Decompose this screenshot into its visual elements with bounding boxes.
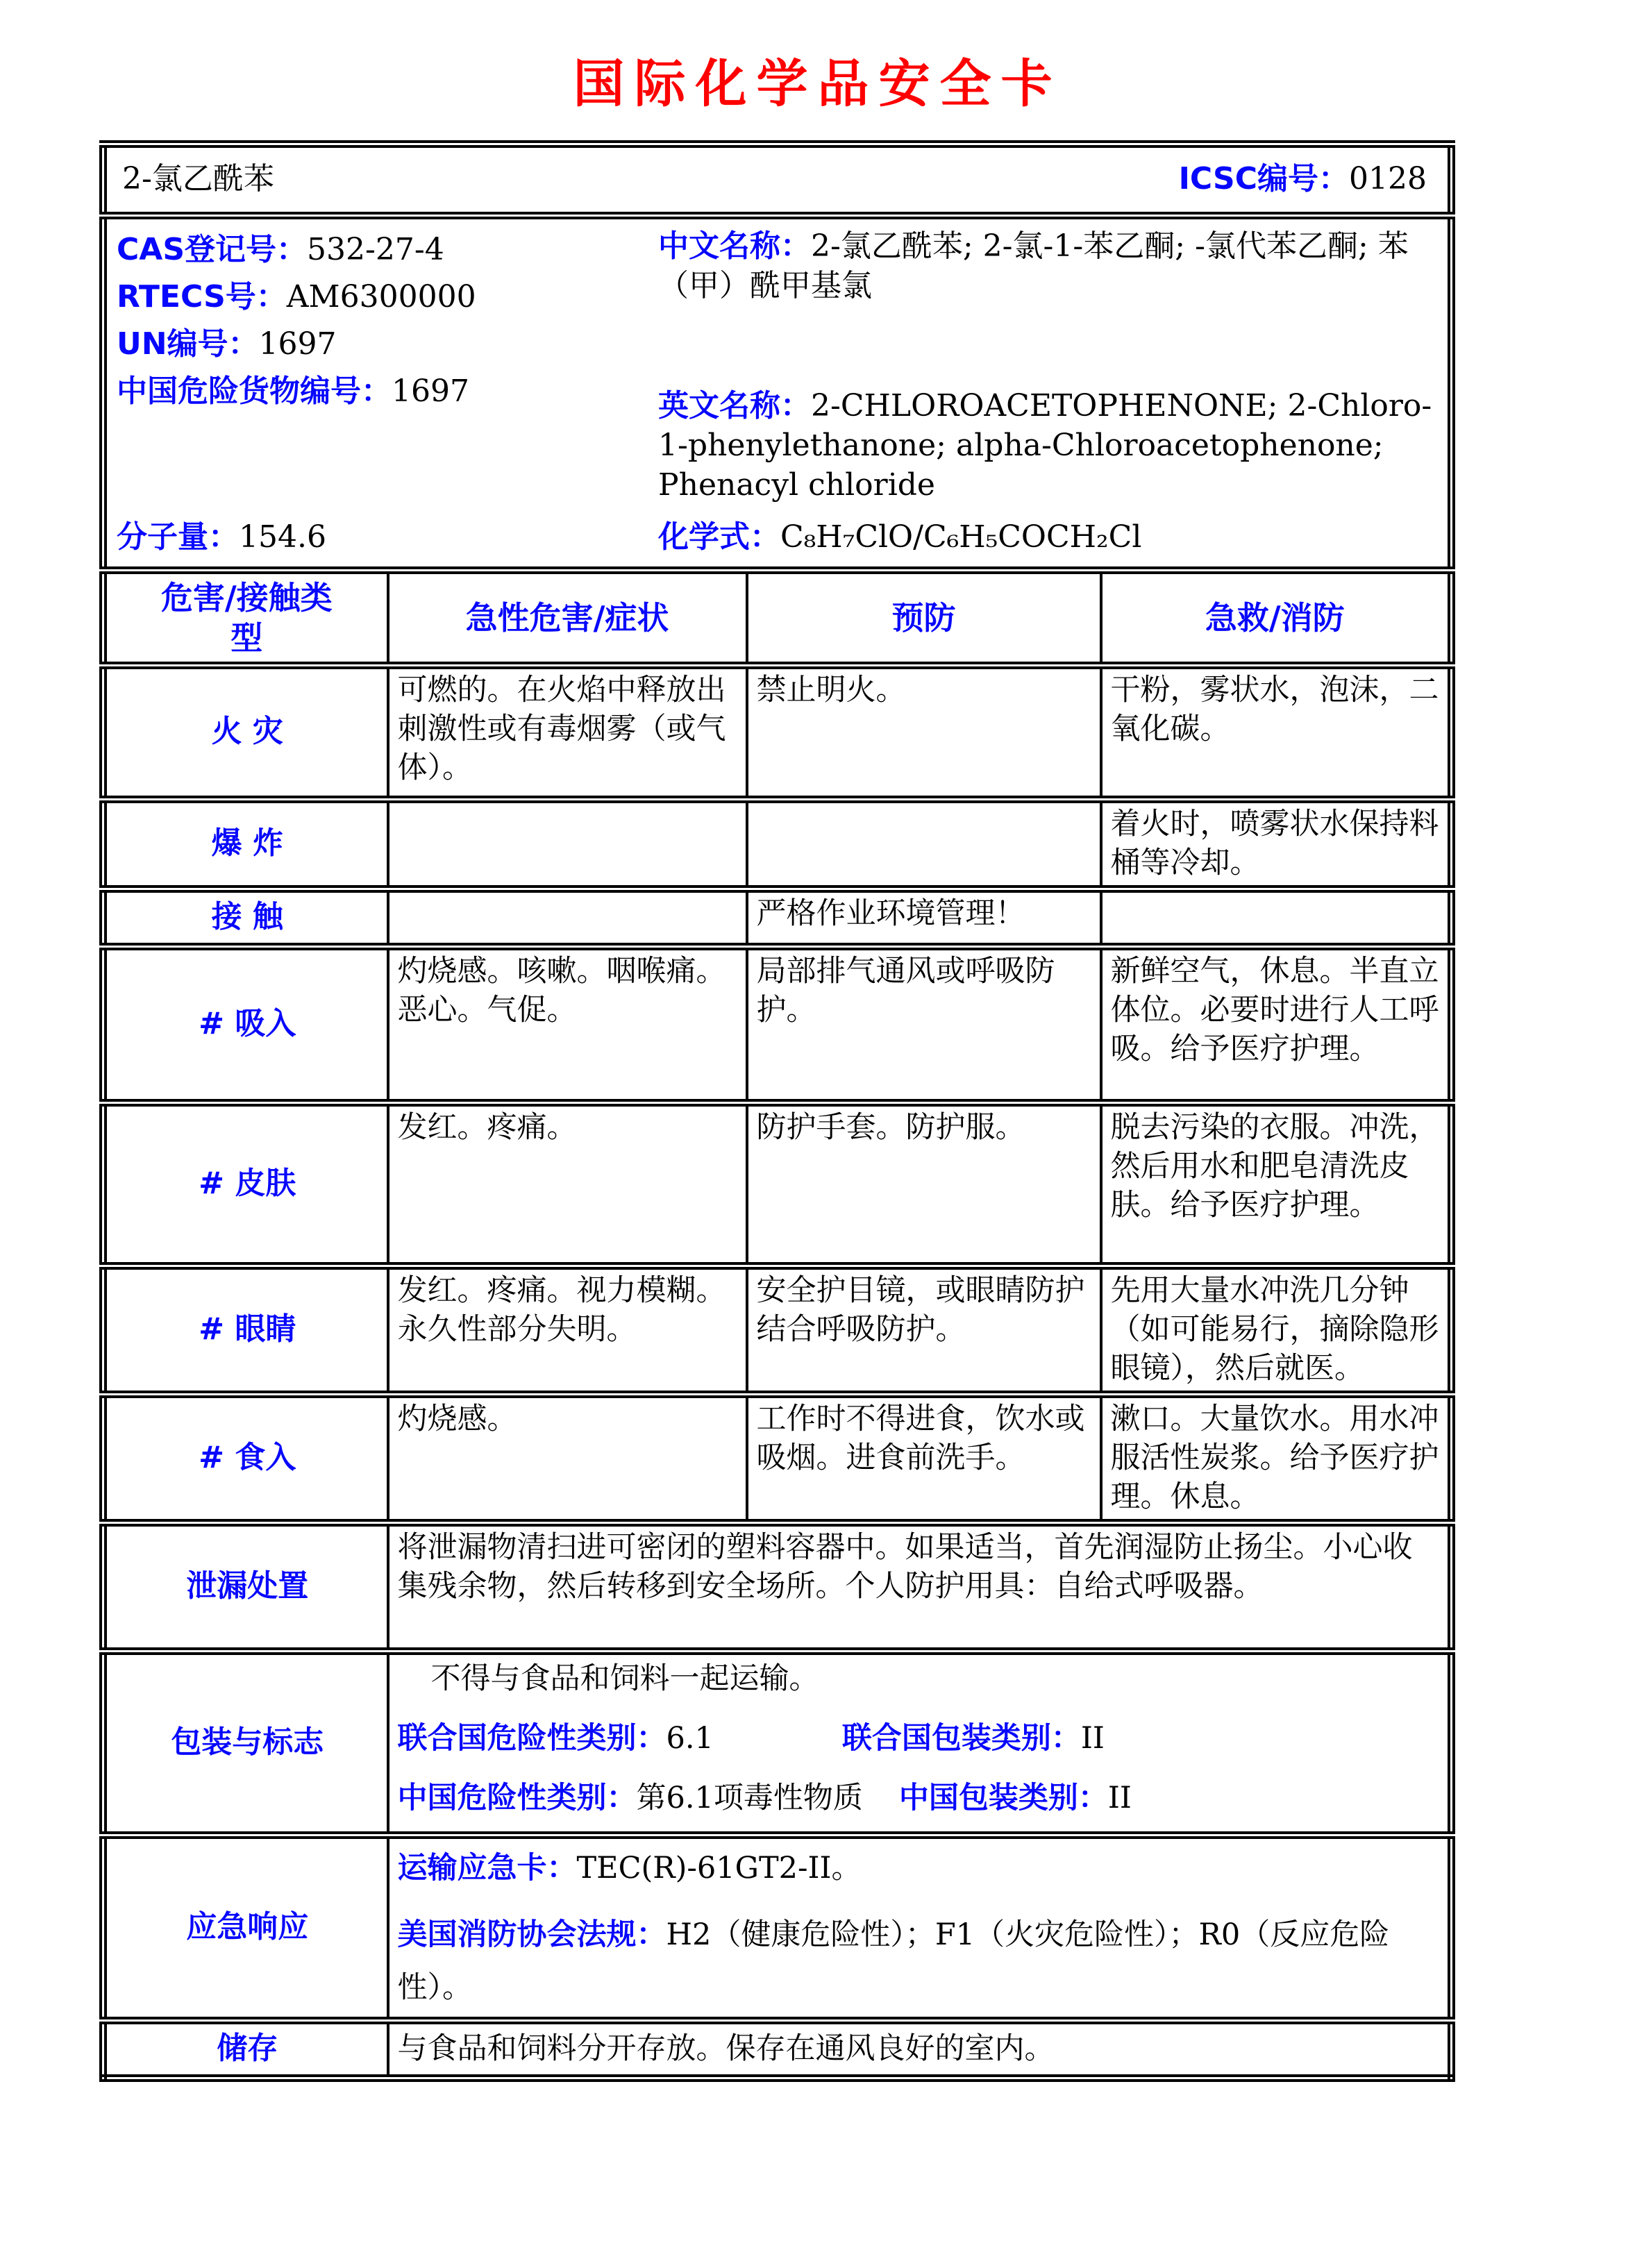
packaging-label: 包装与标志: [103, 1652, 388, 1836]
cn-hazard-class-label: 中国危险性类别：: [397, 1781, 637, 1815]
hazard-header-row: [103, 571, 1452, 666]
transport-note: 不得与食品和饲料一起运输。: [430, 1661, 819, 1696]
un-value: 1697: [258, 326, 337, 362]
cas-value: 532-27-4: [307, 232, 444, 267]
icsc-number: [1179, 160, 1427, 199]
exposure-hazard: [388, 889, 747, 947]
eye-type-label: # 眼睛: [103, 1266, 388, 1395]
header-response: [1101, 571, 1452, 666]
tec-value: TEC(R)-61GT2-II。: [576, 1851, 862, 1885]
explosion-response: 着火时，喷雾状水保持料桶等冷却。: [1101, 800, 1452, 889]
exposure-response: [1101, 889, 1452, 947]
icsc-label: ICSC编号：: [1178, 161, 1350, 196]
un-hazard-class-label: 联合国危险性类别：: [397, 1721, 666, 1756]
nfpa-value: H2（健康危险性）；F1（火灾危险性）；R0（反应危险性）。: [397, 1917, 1390, 2005]
nfpa-line: [398, 1908, 1441, 2014]
name-row: [103, 144, 1452, 216]
chemical-name: 2-氯乙酰苯: [122, 161, 274, 196]
header-acute-hazard-text: 急性危害/症状: [465, 599, 669, 637]
fire-type-label: 火 灾: [103, 666, 388, 800]
rtecs-line: [117, 274, 476, 321]
header-acute-hazard: [388, 571, 747, 666]
china-dg-value: 1697: [392, 373, 469, 409]
spill-text: 将泄漏物清扫进可密闭的塑料容器中。如果适当，首先润湿防止扬尘。小心收集残余物，然后转移到安全场所。个人防护用具：自给式呼吸器。: [388, 1523, 1452, 1652]
un-line: [117, 321, 476, 368]
skin-hazard: 发红。疼痛。: [388, 1103, 747, 1266]
explosion-hazard: [388, 800, 747, 889]
identification-row: [103, 216, 1452, 571]
explosion-type-label: 爆 炸: [103, 800, 388, 889]
ingestion-prevention: 工作时不得进食，饮水或吸烟。进食前洗手。: [747, 1395, 1101, 1523]
header-hazard-type: [103, 571, 388, 666]
exposure-prevention: 严格作业环境管理！: [747, 889, 1101, 947]
skin-row: [103, 1103, 1452, 1266]
eye-hazard: 发红。疼痛。视力模糊。永久性部分失明。: [388, 1266, 747, 1395]
fire-row: [103, 666, 1452, 800]
header-hazard-type-text: 危害/接触类型: [160, 579, 333, 657]
storage-label: 储存: [103, 2021, 388, 2078]
rtecs-value: AM6300000: [286, 279, 476, 314]
cn-name-value: 2-氯乙酰苯; 2-氯-1-苯乙酮; -氯代苯乙酮; 苯（甲）酰甲基氯: [658, 228, 1409, 303]
identification-layout: [107, 219, 1448, 564]
emergency-row: [103, 1836, 1452, 2021]
eye-row: [103, 1266, 1452, 1395]
en-name-label: 英文名称：: [658, 388, 811, 423]
emergency-content: [388, 1836, 1452, 2021]
china-dg-label: 中国危险货物编号：: [117, 373, 392, 409]
explosion-row: [103, 800, 1452, 889]
emergency-label: 应急响应: [103, 1836, 388, 2021]
un-pack-group-value: II: [1080, 1721, 1105, 1756]
inhalation-row: [103, 947, 1452, 1103]
inhalation-hazard: 灼烧感。咳嗽。咽喉痛。恶心。气促。: [388, 947, 747, 1103]
molecular-weight-line: [117, 518, 326, 557]
un-label: UN编号：: [117, 326, 259, 362]
page-title: 国际化学品安全卡: [573, 54, 1062, 114]
en-name-value: 2-CHLOROACETOPHENONE; 2-Chloro-1-phenylethanone; alpha-Chloroacetophenone; Phenacyl chloride: [658, 388, 1432, 503]
ingestion-type-label: # 食入: [103, 1395, 388, 1523]
fire-response: 干粉，雾状水，泡沫，二氧化碳。: [1101, 666, 1452, 800]
ingestion-hazard: 灼烧感。: [388, 1395, 747, 1523]
storage-row: [103, 2021, 1452, 2078]
eye-prevention: 安全护目镜，或眼睛防护结合呼吸防护。: [747, 1266, 1101, 1395]
packaging-content: [388, 1652, 1452, 1836]
un-hazard-class-value: 6.1: [666, 1721, 714, 1756]
skin-type-label: # 皮肤: [103, 1103, 388, 1266]
identification-cell: [103, 216, 1452, 571]
icsc-document: [0, 43, 1635, 2268]
china-dg-line: [117, 368, 476, 415]
un-pack-group-label: 联合国包装类别：: [841, 1721, 1081, 1756]
formula-label: 化学式：: [658, 519, 780, 555]
cn-name-line: [658, 226, 1435, 305]
inhalation-response: 新鲜空气，休息。半直立体位。必要时进行人工呼吸。给予医疗护理。: [1101, 947, 1452, 1103]
formula-value: C₈H₇ClO/C₆H₅COCH₂Cl: [780, 519, 1142, 555]
skin-response: 脱去污染的衣服。冲洗，然后用水和肥皂清洗皮肤。给予医疗护理。: [1101, 1103, 1452, 1266]
un-class-line: [398, 1719, 1441, 1758]
header-prevention-text: 预防: [891, 599, 956, 637]
cas-line: [117, 226, 476, 274]
icsc-value: 0128: [1349, 161, 1427, 196]
explosion-prevention: [747, 800, 1101, 889]
molecular-weight-label: 分子量：: [117, 519, 239, 555]
molecular-weight-value: 154.6: [239, 519, 326, 555]
inhalation-prevention: 局部排气通风或呼吸防护。: [747, 947, 1101, 1103]
header-prevention: [747, 571, 1101, 666]
tec-label: 运输应急卡：: [397, 1851, 577, 1885]
formula-line: [658, 518, 1141, 557]
name-cell: [103, 144, 1452, 216]
fire-prevention: 禁止明火。: [747, 666, 1101, 800]
icsc-card-table: [99, 140, 1455, 2082]
skin-prevention: 防护手套。防护服。: [747, 1103, 1101, 1266]
inhalation-type-label: # 吸入: [103, 947, 388, 1103]
cn-class-line: [398, 1779, 1441, 1817]
spill-row: [103, 1523, 1452, 1652]
exposure-row: [103, 889, 1452, 947]
en-name-line: [658, 386, 1435, 505]
tec-line: [398, 1846, 1441, 1890]
fire-hazard: 可燃的。在火焰中释放出刺激性或有毒烟雾（或气体）。: [388, 666, 747, 800]
cn-pack-group-value: II: [1107, 1781, 1132, 1815]
cas-label: CAS登记号：: [117, 232, 308, 267]
nfpa-label: 美国消防协会法规：: [397, 1917, 666, 1952]
chemical-names: [658, 226, 1435, 505]
spill-label: 泄漏处置: [103, 1523, 388, 1652]
eye-response: 先用大量水冲洗几分钟（如可能易行，摘除隐形眼镜），然后就医。: [1101, 1266, 1452, 1395]
header-response-text: 急救/消防: [1205, 599, 1345, 637]
cn-pack-group-label: 中国包装类别：: [898, 1781, 1108, 1815]
cn-name-label: 中文名称：: [658, 228, 811, 264]
rtecs-label: RTECS号：: [117, 279, 287, 314]
cn-hazard-class-value: 第6.1项毒性物质: [636, 1781, 863, 1815]
exposure-type-label: 接 触: [103, 889, 388, 947]
registry-numbers: [117, 226, 476, 415]
ingestion-response: 漱口。大量饮水。用水冲服活性炭浆。给予医疗护理。休息。: [1101, 1395, 1452, 1523]
packaging-row: [103, 1652, 1452, 1836]
ingestion-row: [103, 1395, 1452, 1523]
storage-text: 与食品和饲料分开存放。保存在通风良好的室内。: [388, 2021, 1452, 2078]
